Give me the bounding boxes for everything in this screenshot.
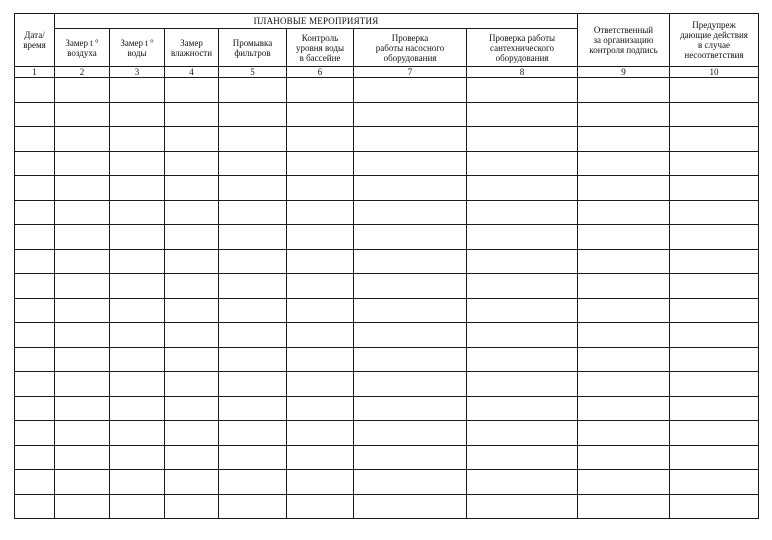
table-cell[interactable] <box>219 200 287 225</box>
table-cell[interactable] <box>165 421 219 446</box>
table-cell[interactable] <box>165 445 219 470</box>
table-cell[interactable] <box>219 78 287 103</box>
table-cell[interactable] <box>110 347 165 372</box>
header-pump-check <box>354 29 467 67</box>
table-cell[interactable] <box>287 470 354 495</box>
header-label-line: Замер <box>180 37 203 48</box>
table-cell[interactable] <box>110 225 165 250</box>
table-cell[interactable] <box>165 200 219 225</box>
header-label-line: время <box>23 40 46 50</box>
table-cell[interactable] <box>165 323 219 348</box>
header-label-line: Дата/ <box>24 30 45 40</box>
table-cell[interactable] <box>354 445 467 470</box>
table-cell[interactable] <box>354 323 467 348</box>
table-cell[interactable] <box>467 78 578 103</box>
table-cell[interactable] <box>15 249 55 274</box>
table-cell[interactable] <box>219 249 287 274</box>
table-cell[interactable] <box>578 274 670 299</box>
table-cell[interactable] <box>467 200 578 225</box>
table-cell[interactable] <box>354 298 467 323</box>
table-cell[interactable] <box>165 151 219 176</box>
table-cell[interactable] <box>578 102 670 127</box>
table-cell[interactable] <box>287 274 354 299</box>
table-row <box>15 396 759 421</box>
table-row <box>15 494 759 519</box>
column-number: 6 <box>287 67 354 78</box>
header-label-line: уровня воды <box>295 42 344 53</box>
table-cell[interactable] <box>467 102 578 127</box>
table-cell[interactable] <box>219 151 287 176</box>
table-cell[interactable] <box>55 102 110 127</box>
table-cell[interactable] <box>670 200 759 225</box>
column-number-row <box>15 67 759 78</box>
table-row <box>15 347 759 372</box>
table-cell[interactable] <box>467 298 578 323</box>
table-cell[interactable] <box>670 151 759 176</box>
header-label-line: в случае <box>697 40 730 50</box>
table-row <box>15 78 759 103</box>
table-cell[interactable] <box>15 396 55 421</box>
log-entries <box>15 78 759 519</box>
table-cell[interactable] <box>467 323 578 348</box>
table-cell[interactable] <box>670 102 759 127</box>
column-number: 8 <box>467 67 578 78</box>
table-cell[interactable] <box>165 372 219 397</box>
header-date-time <box>15 14 55 67</box>
column-number: 2 <box>55 67 110 78</box>
table-cell[interactable] <box>287 200 354 225</box>
table-cell[interactable] <box>670 445 759 470</box>
table-cell[interactable] <box>15 151 55 176</box>
table-cell[interactable] <box>467 274 578 299</box>
table-row <box>15 421 759 446</box>
table-cell[interactable] <box>578 347 670 372</box>
table-cell[interactable] <box>670 176 759 201</box>
table-cell[interactable] <box>165 78 219 103</box>
column-number: 1 <box>15 67 55 78</box>
header-filter-flush <box>219 29 287 67</box>
table-cell[interactable] <box>219 176 287 201</box>
table-row <box>15 127 759 152</box>
header-label-line: фильтров <box>234 47 271 58</box>
table-cell[interactable] <box>219 347 287 372</box>
table-cell[interactable] <box>578 323 670 348</box>
table-cell[interactable] <box>219 445 287 470</box>
table-cell[interactable] <box>354 421 467 446</box>
header-label-line: Контроль <box>301 32 339 43</box>
table-cell[interactable] <box>219 127 287 152</box>
table-cell[interactable] <box>110 151 165 176</box>
table-cell[interactable] <box>354 347 467 372</box>
table-cell[interactable] <box>467 396 578 421</box>
table-cell[interactable] <box>467 494 578 519</box>
table-row <box>15 151 759 176</box>
header-label-line: сантехнического <box>490 42 554 53</box>
table-cell[interactable] <box>55 249 110 274</box>
table-cell[interactable] <box>55 176 110 201</box>
table-cell[interactable] <box>287 323 354 348</box>
table-cell[interactable] <box>287 445 354 470</box>
table-cell[interactable] <box>110 200 165 225</box>
table-cell[interactable] <box>287 151 354 176</box>
table-cell[interactable] <box>670 347 759 372</box>
table-cell[interactable] <box>15 200 55 225</box>
table-cell[interactable] <box>15 78 55 103</box>
table-cell[interactable] <box>15 274 55 299</box>
table-cell[interactable] <box>219 470 287 495</box>
table-cell[interactable] <box>110 127 165 152</box>
table-cell[interactable] <box>467 176 578 201</box>
table-row <box>15 445 759 470</box>
table-cell[interactable] <box>15 421 55 446</box>
table-cell[interactable] <box>354 396 467 421</box>
table-cell[interactable] <box>670 249 759 274</box>
header-label-line: дающие действия <box>680 30 748 40</box>
table-row <box>15 323 759 348</box>
table-cell[interactable] <box>670 470 759 495</box>
table-cell[interactable] <box>287 127 354 152</box>
table-cell[interactable] <box>15 323 55 348</box>
table-cell[interactable] <box>287 102 354 127</box>
header-label-line: воды <box>127 47 147 58</box>
table-cell[interactable] <box>110 249 165 274</box>
table-cell[interactable] <box>578 396 670 421</box>
column-number: 10 <box>670 67 759 78</box>
header-label-line: влажности <box>170 47 213 58</box>
table-cell[interactable] <box>578 470 670 495</box>
table-cell[interactable] <box>219 225 287 250</box>
table-cell[interactable] <box>55 396 110 421</box>
table-cell[interactable] <box>165 102 219 127</box>
table-cell[interactable] <box>15 347 55 372</box>
table-cell[interactable] <box>467 249 578 274</box>
header-humidity <box>165 29 219 67</box>
table-cell[interactable] <box>55 225 110 250</box>
table-cell[interactable] <box>287 421 354 446</box>
table-cell[interactable] <box>15 127 55 152</box>
table-cell[interactable] <box>55 298 110 323</box>
table-cell[interactable] <box>467 421 578 446</box>
table-cell[interactable] <box>110 298 165 323</box>
header-label-line: Промывка <box>232 37 273 48</box>
table-cell[interactable] <box>55 494 110 519</box>
table-cell[interactable] <box>354 494 467 519</box>
table-row <box>15 372 759 397</box>
table-cell[interactable] <box>467 225 578 250</box>
table-row <box>15 249 759 274</box>
table-cell[interactable] <box>55 470 110 495</box>
table-cell[interactable] <box>578 494 670 519</box>
table-cell[interactable] <box>110 78 165 103</box>
table-cell[interactable] <box>578 151 670 176</box>
table-cell[interactable] <box>354 127 467 152</box>
table-cell[interactable] <box>287 176 354 201</box>
header-water-temp <box>110 29 165 67</box>
table-cell[interactable] <box>287 347 354 372</box>
table-cell[interactable] <box>354 176 467 201</box>
table-cell[interactable] <box>467 372 578 397</box>
column-number: 5 <box>219 67 287 78</box>
table-cell[interactable] <box>165 470 219 495</box>
table-cell[interactable] <box>165 274 219 299</box>
table-cell[interactable] <box>55 372 110 397</box>
table-cell[interactable] <box>15 102 55 127</box>
column-number: 7 <box>354 67 467 78</box>
header-label-line: оборудования <box>383 52 437 63</box>
table-cell[interactable] <box>110 494 165 519</box>
header-planned-measures: ПЛАНОВЫЕ МЕРОПРИЯТИЯ <box>55 14 578 29</box>
table-cell[interactable] <box>15 445 55 470</box>
table-cell[interactable] <box>354 151 467 176</box>
table-cell[interactable] <box>165 127 219 152</box>
header-preventive-actions <box>670 14 759 67</box>
table-cell[interactable] <box>110 470 165 495</box>
table-cell[interactable] <box>578 225 670 250</box>
table-cell[interactable] <box>354 372 467 397</box>
table-cell[interactable] <box>670 225 759 250</box>
header-responsible <box>578 14 670 67</box>
header-label-line: несоответствия <box>684 50 744 60</box>
table-cell[interactable] <box>110 176 165 201</box>
table-cell[interactable] <box>110 102 165 127</box>
inspection-log-table <box>14 13 759 519</box>
table-cell[interactable] <box>467 470 578 495</box>
table-cell[interactable] <box>110 421 165 446</box>
table-cell[interactable] <box>467 127 578 152</box>
table-cell[interactable] <box>578 372 670 397</box>
table-cell[interactable] <box>287 494 354 519</box>
table-cell[interactable] <box>165 494 219 519</box>
table-row <box>15 274 759 299</box>
header-label-line: Проверка <box>391 32 429 43</box>
header-label-line: Проверка работы <box>488 32 556 43</box>
table-cell[interactable] <box>354 470 467 495</box>
table-cell[interactable] <box>354 249 467 274</box>
table-cell[interactable] <box>287 372 354 397</box>
table-row <box>15 200 759 225</box>
table-cell[interactable] <box>578 298 670 323</box>
table-cell[interactable] <box>670 323 759 348</box>
table-cell[interactable] <box>219 102 287 127</box>
table-cell[interactable] <box>578 445 670 470</box>
table-cell[interactable] <box>55 78 110 103</box>
table-cell[interactable] <box>287 78 354 103</box>
table-cell[interactable] <box>287 298 354 323</box>
table-cell[interactable] <box>15 494 55 519</box>
table-cell[interactable] <box>354 78 467 103</box>
table-cell[interactable] <box>165 347 219 372</box>
table-cell[interactable] <box>165 396 219 421</box>
table-row <box>15 298 759 323</box>
table-cell[interactable] <box>15 470 55 495</box>
table-cell[interactable] <box>55 323 110 348</box>
table-cell[interactable] <box>578 176 670 201</box>
table-cell[interactable] <box>110 323 165 348</box>
table-cell[interactable] <box>670 494 759 519</box>
table-cell[interactable] <box>578 127 670 152</box>
header-label-line: в бассейне <box>299 52 341 63</box>
table-cell[interactable] <box>578 200 670 225</box>
table-cell[interactable] <box>55 421 110 446</box>
header-label-line: Замер t ° <box>120 37 154 48</box>
header-label-line: оборудования <box>495 52 549 63</box>
header-label-line: контроля подпись <box>589 45 658 55</box>
table-cell[interactable] <box>287 249 354 274</box>
log-form <box>14 13 759 519</box>
header-air-temp <box>55 29 110 67</box>
table-cell[interactable] <box>287 225 354 250</box>
header-label-line: работы насосного <box>375 42 445 53</box>
table-cell[interactable] <box>15 225 55 250</box>
header-label-line: воздуха <box>67 47 97 58</box>
column-number: 3 <box>110 67 165 78</box>
table-cell[interactable] <box>578 249 670 274</box>
table-cell[interactable] <box>219 421 287 446</box>
table-row <box>15 470 759 495</box>
table-cell[interactable] <box>467 445 578 470</box>
table-cell[interactable] <box>55 200 110 225</box>
table-row <box>15 102 759 127</box>
table-cell[interactable] <box>670 298 759 323</box>
table-cell[interactable] <box>55 151 110 176</box>
table-cell[interactable] <box>670 127 759 152</box>
table-cell[interactable] <box>219 274 287 299</box>
table-cell[interactable] <box>15 298 55 323</box>
table-cell[interactable] <box>219 298 287 323</box>
table-cell[interactable] <box>15 176 55 201</box>
table-cell[interactable] <box>165 176 219 201</box>
table-cell[interactable] <box>287 396 354 421</box>
table-cell[interactable] <box>165 298 219 323</box>
header-label-line: Предупреж <box>692 20 736 30</box>
table-row <box>15 225 759 250</box>
table-cell[interactable] <box>55 347 110 372</box>
header-water-level <box>287 29 354 67</box>
table-cell[interactable] <box>670 396 759 421</box>
table-cell[interactable] <box>55 127 110 152</box>
table-cell[interactable] <box>670 372 759 397</box>
table-cell[interactable] <box>578 78 670 103</box>
table-cell[interactable] <box>578 421 670 446</box>
header-label-line: за организацию <box>593 35 654 45</box>
table-cell[interactable] <box>354 102 467 127</box>
table-cell[interactable] <box>670 274 759 299</box>
header-label-line: Замер t ° <box>65 37 99 48</box>
table-cell[interactable] <box>55 274 110 299</box>
table-cell[interactable] <box>354 200 467 225</box>
table-cell[interactable] <box>670 78 759 103</box>
table-cell[interactable] <box>219 372 287 397</box>
table-cell[interactable] <box>110 445 165 470</box>
table-cell[interactable] <box>354 274 467 299</box>
table-cell[interactable] <box>165 225 219 250</box>
header-label-line: Ответственный <box>593 25 654 35</box>
table-cell[interactable] <box>55 445 110 470</box>
column-number: 9 <box>578 67 670 78</box>
table-cell[interactable] <box>15 372 55 397</box>
table-cell[interactable] <box>467 151 578 176</box>
header-plumbing-check <box>467 29 578 67</box>
table-cell[interactable] <box>467 347 578 372</box>
table-cell[interactable] <box>110 396 165 421</box>
table-cell[interactable] <box>219 494 287 519</box>
table-cell[interactable] <box>670 421 759 446</box>
table-cell[interactable] <box>110 274 165 299</box>
table-cell[interactable] <box>165 249 219 274</box>
table-cell[interactable] <box>110 372 165 397</box>
column-number: 4 <box>165 67 219 78</box>
table-cell[interactable] <box>219 323 287 348</box>
table-row <box>15 176 759 201</box>
table-cell[interactable] <box>354 225 467 250</box>
table-cell[interactable] <box>219 396 287 421</box>
